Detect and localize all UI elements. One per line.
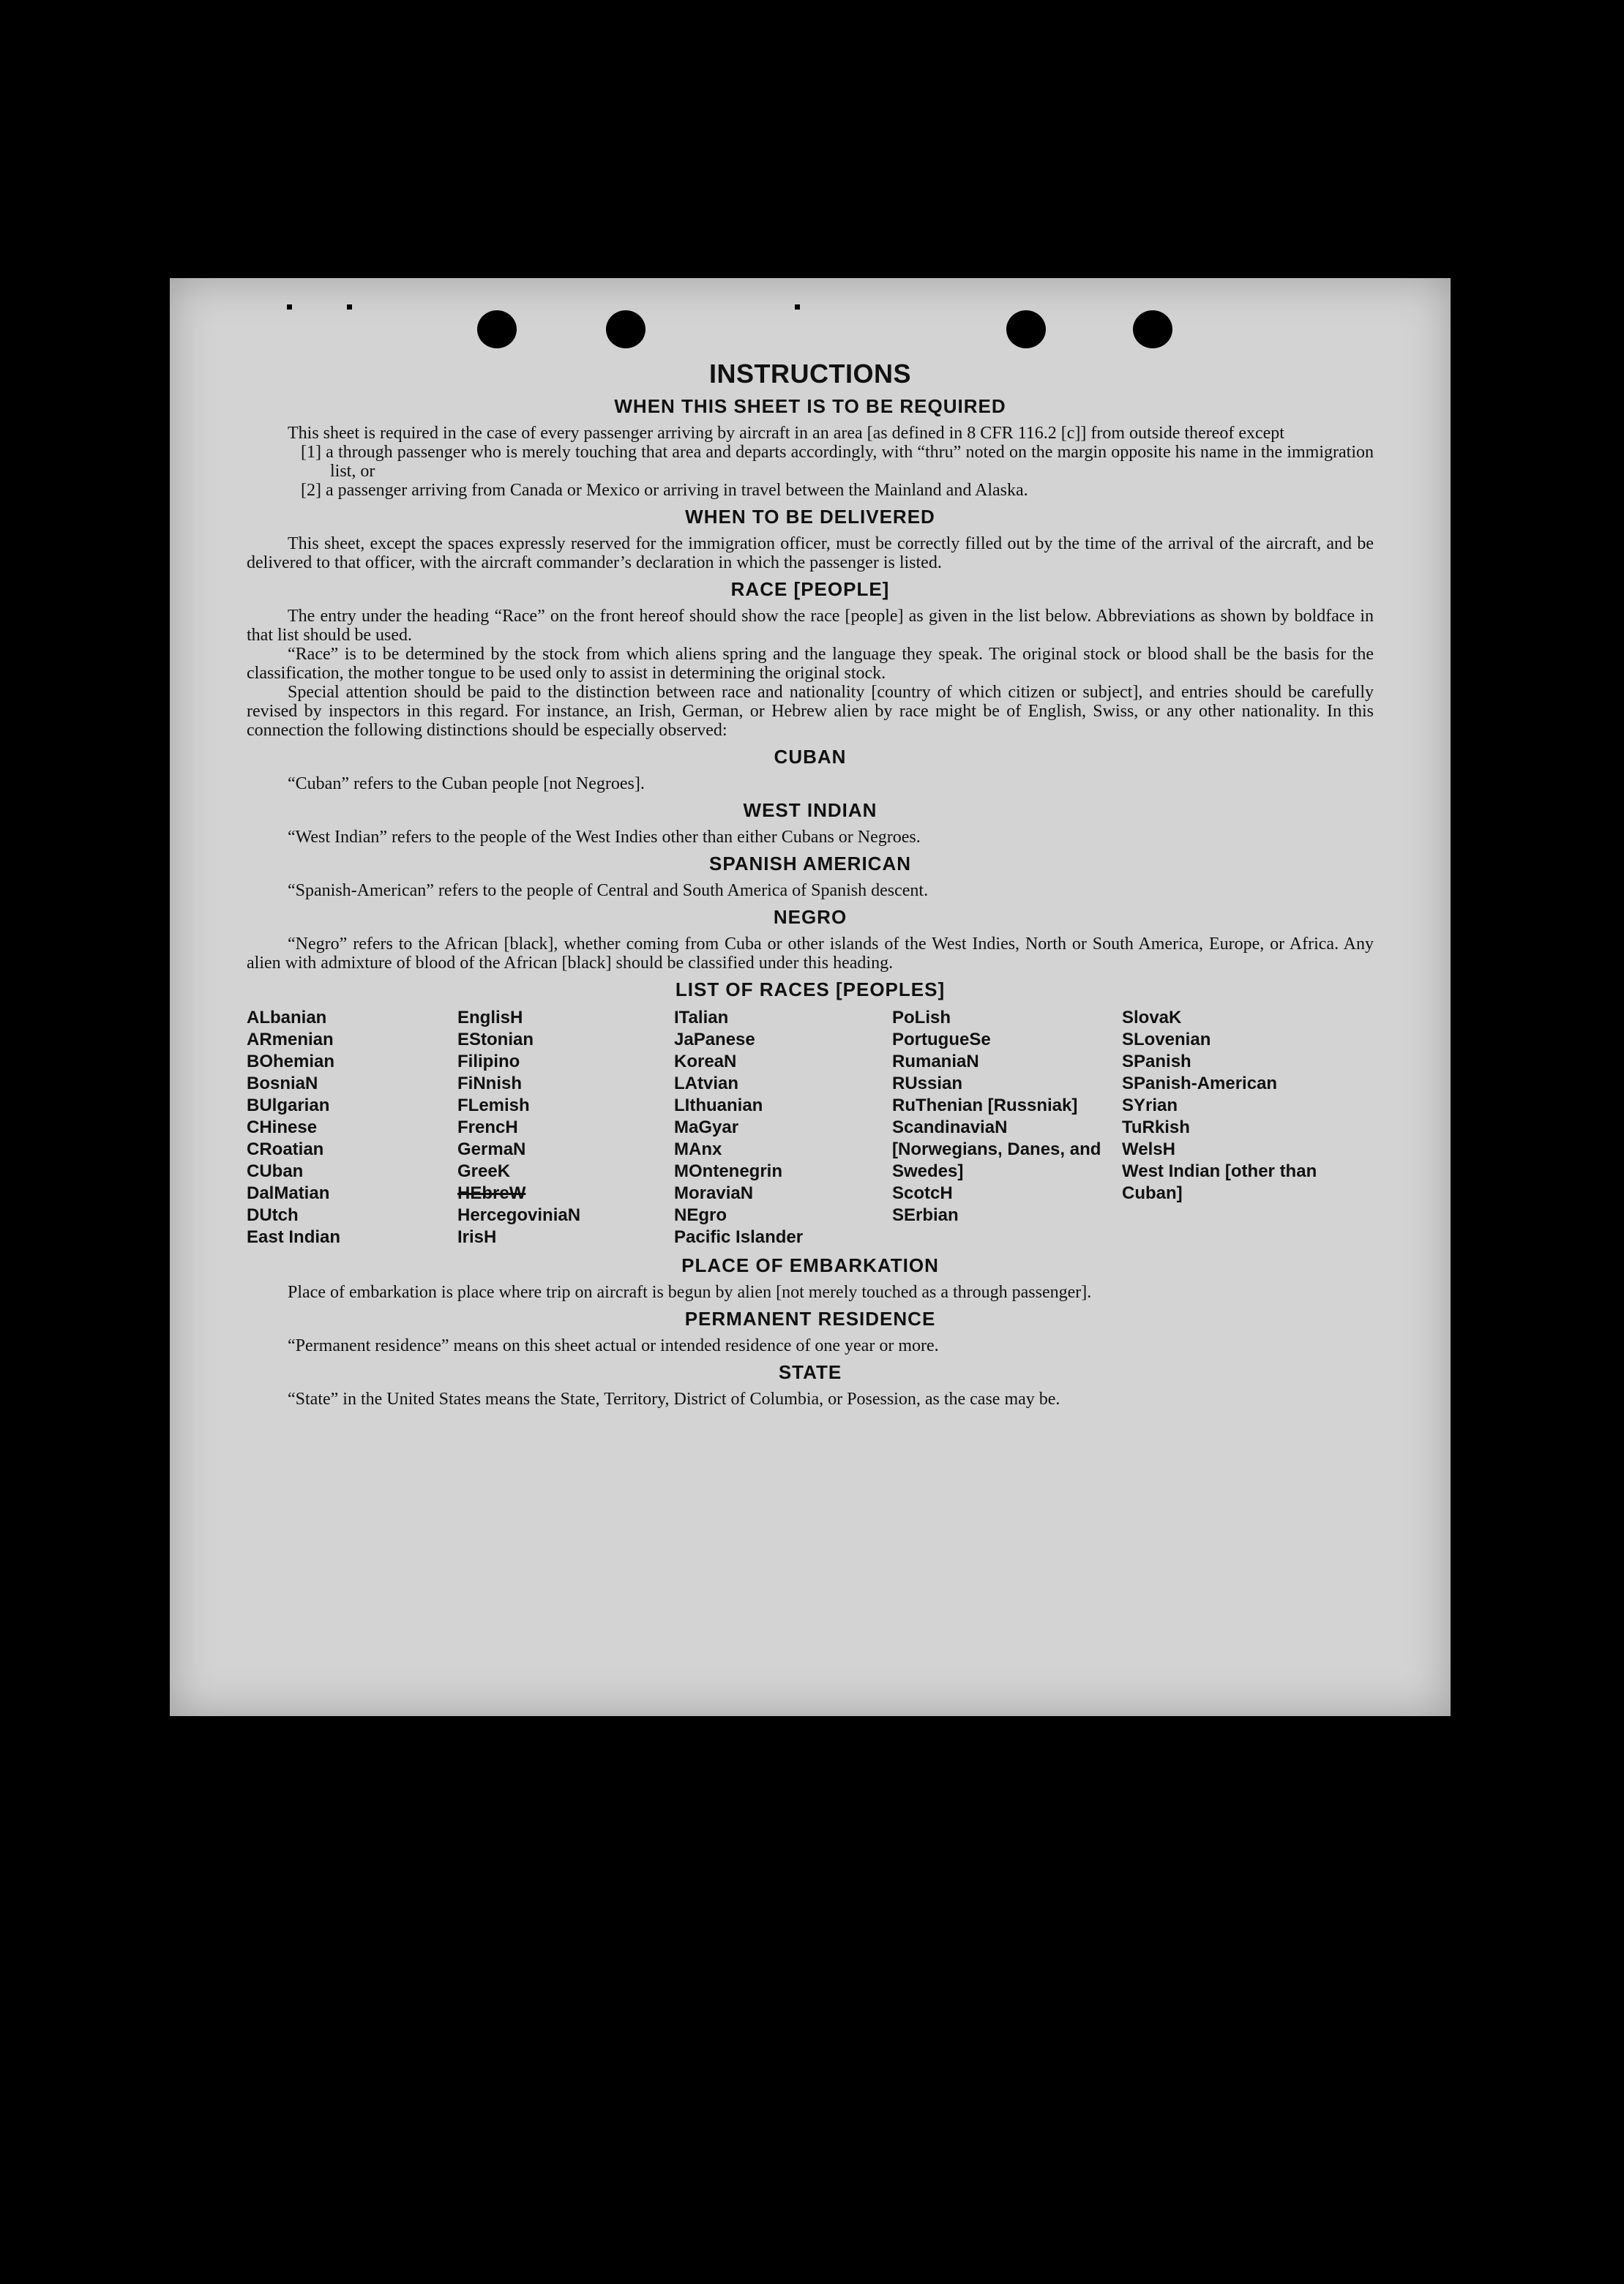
race-item: SErbian [892,1205,959,1225]
race-item: CHinese [247,1117,318,1137]
race-item: MaGyar [674,1117,739,1137]
race-item: NEgro [674,1205,727,1225]
race-item: HercegoviniaN [457,1205,581,1225]
race-item: FLemish [457,1096,530,1115]
race-item: West Indian [other than Cuban] [1122,1161,1317,1203]
speck-mark [347,304,352,310]
race-item: BUlgarian [247,1096,330,1115]
race-item: LAtvian [674,1074,739,1093]
instructions-content [247,359,1374,1409]
race-item: GreeK [457,1161,511,1181]
race-item: EnglisH [457,1008,523,1027]
race-item: FrencH [457,1117,518,1137]
section-heading-races-list: LIST OF RACES [PEOPLES] [675,978,946,1000]
race-item: Pacific Islander [674,1227,804,1247]
race-item: SPanish [1122,1052,1191,1071]
race-item: PoLish [892,1008,951,1027]
section-heading-residence: PERMANENT RESIDENCE [684,1308,936,1330]
race-item: WelsH [1122,1139,1175,1159]
race-item: RumaniaN [892,1052,979,1071]
section-heading-spanish-american: SPANISH AMERICAN [708,853,911,875]
race-item: ARmenian [247,1030,334,1049]
races-list [247,1007,1374,1248]
race-item: SYrian [1122,1096,1178,1115]
race-item: BOhemian [247,1052,335,1071]
race-item: BosniaN [247,1074,318,1093]
race-item: RuThenian [Russniak] [892,1096,1078,1115]
race-item: JaPanese [674,1030,755,1049]
required-paragraph: This sheet is required in the case of every passenger arriving by aircraft in an area [as defined in 8 CFR 116.2 [c]] from outside thereof except [288,424,1284,443]
punch-hole [477,310,517,348]
delivered-paragraph: This sheet, except the spaces expressly reserved for the immigration officer, must be correctly filled out by the time of the arrival of the aircraft, and be delivered to that officer, with the aircraft commander’s declaration in which the passenger is listed. [247,534,1374,572]
punch-hole [606,310,646,348]
race-item: DalMatian [247,1183,330,1203]
races-column [892,1007,1122,1248]
race-item: PortugueSe [892,1030,991,1049]
race-item: KoreaN [674,1052,737,1071]
race-item: SPanish-American [1122,1074,1278,1093]
race-item: Filipino [457,1052,520,1071]
race-paragraph-3: Special attention should be paid to the distinction between race and nationality [country of which citizen or subject], and entries should be carefully revised by inspectors in this regard. For instance, an Irish, German, or Hebrew alien by race might be of English, Swiss, or any other nationality. In this connection the following distinctions should be especially observed: [247,683,1374,740]
state-paragraph: “State” in the United States means the State, Territory, District of Columbia, or Posession, as the case may be. [288,1390,1060,1409]
page-title: INSTRUCTIONS [709,359,911,389]
section-heading-embarkation: PLACE OF EMBARKATION [681,1254,939,1276]
race-item: SLovenian [1122,1030,1211,1049]
races-column [247,1007,457,1248]
spanish-american-paragraph: “Spanish-American” refers to the people of Central and South America of Spanish descent. [288,881,929,900]
race-item: LIthuanian [674,1096,763,1115]
embarkation-paragraph: Place of embarkation is place where trip on aircraft is begun by alien [not merely touched as a through passenger]. [288,1283,1092,1302]
section-heading-race: RACE [PEOPLE] [730,578,890,600]
residence-paragraph: “Permanent residence” means on this sheet actual or intended residence of one year or more. [288,1336,939,1355]
race-item: ALbanian [247,1008,327,1027]
section-heading-west-indian: WEST INDIAN [743,799,878,821]
section-heading-required: WHEN THIS SHEET IS TO BE REQUIRED [614,395,1006,417]
race-item: FiNnish [457,1074,522,1093]
race-item: RUssian [892,1074,963,1093]
west-indian-paragraph: “West Indian” refers to the people of the West Indies other than either Cubans or Negroes. [288,828,921,847]
race-item: GermaN [457,1139,526,1159]
race-item: ScotcH [892,1183,953,1203]
race-item: MAnx [674,1139,722,1159]
race-item: SlovaK [1122,1008,1182,1027]
negro-paragraph: “Negro” refers to the African [black], whether coming from Cuba or other islands of the West Indies, North or South America, Europe, or Africa. Any alien with admixture of blood of the African [black] should be classified under this heading. [247,935,1374,973]
race-item: TuRkish [1122,1117,1190,1137]
race-item: ITalian [674,1008,729,1027]
punch-hole [1006,310,1046,348]
section-heading-cuban: CUBAN [774,746,847,768]
races-column [457,1007,674,1248]
race-item-struck: HEbreW [457,1183,526,1203]
document-sheet [170,278,1451,1716]
race-item: MoraviaN [674,1183,754,1203]
speck-mark [795,304,800,310]
required-exception-2: [2] a passenger arriving from Canada or Mexico or arriving in travel between the Mainland and Alaska. [301,481,1028,500]
speck-mark [287,304,292,310]
punch-hole [1133,310,1172,348]
race-item: DUtch [247,1205,299,1225]
section-heading-negro: NEGRO [773,906,847,928]
required-exception-1: [1] a through passenger who is merely touching that area and departs accordingly, with “thru” noted on the margin opposite his name in the immigration list, or [301,443,1374,481]
races-column [674,1007,892,1248]
race-item: IrisH [457,1227,497,1247]
races-column [1122,1007,1374,1248]
race-paragraph-1: The entry under the heading “Race” on the front hereof should show the race [people] as given in the list below. Abbreviations as shown by boldface in that list should be used. [247,607,1374,645]
race-item: ScandinaviaN [Norwegians, Danes, and Swedes] [892,1117,1101,1181]
section-heading-state: STATE [778,1361,842,1383]
cuban-paragraph: “Cuban” refers to the Cuban people [not Negroes]. [288,774,645,793]
section-heading-delivered: WHEN TO BE DELIVERED [685,506,935,528]
race-item: East Indian [247,1227,341,1247]
race-item: EStonian [457,1030,534,1049]
race-item: CRoatian [247,1139,324,1159]
race-item: CUban [247,1161,304,1181]
race-item: MOntenegrin [674,1161,782,1181]
race-paragraph-2: “Race” is to be determined by the stock from which aliens spring and the language they speak. The original stock or blood shall be the basis for the classification, the mother tongue to be used only to assist in determining the original stock. [247,645,1374,683]
